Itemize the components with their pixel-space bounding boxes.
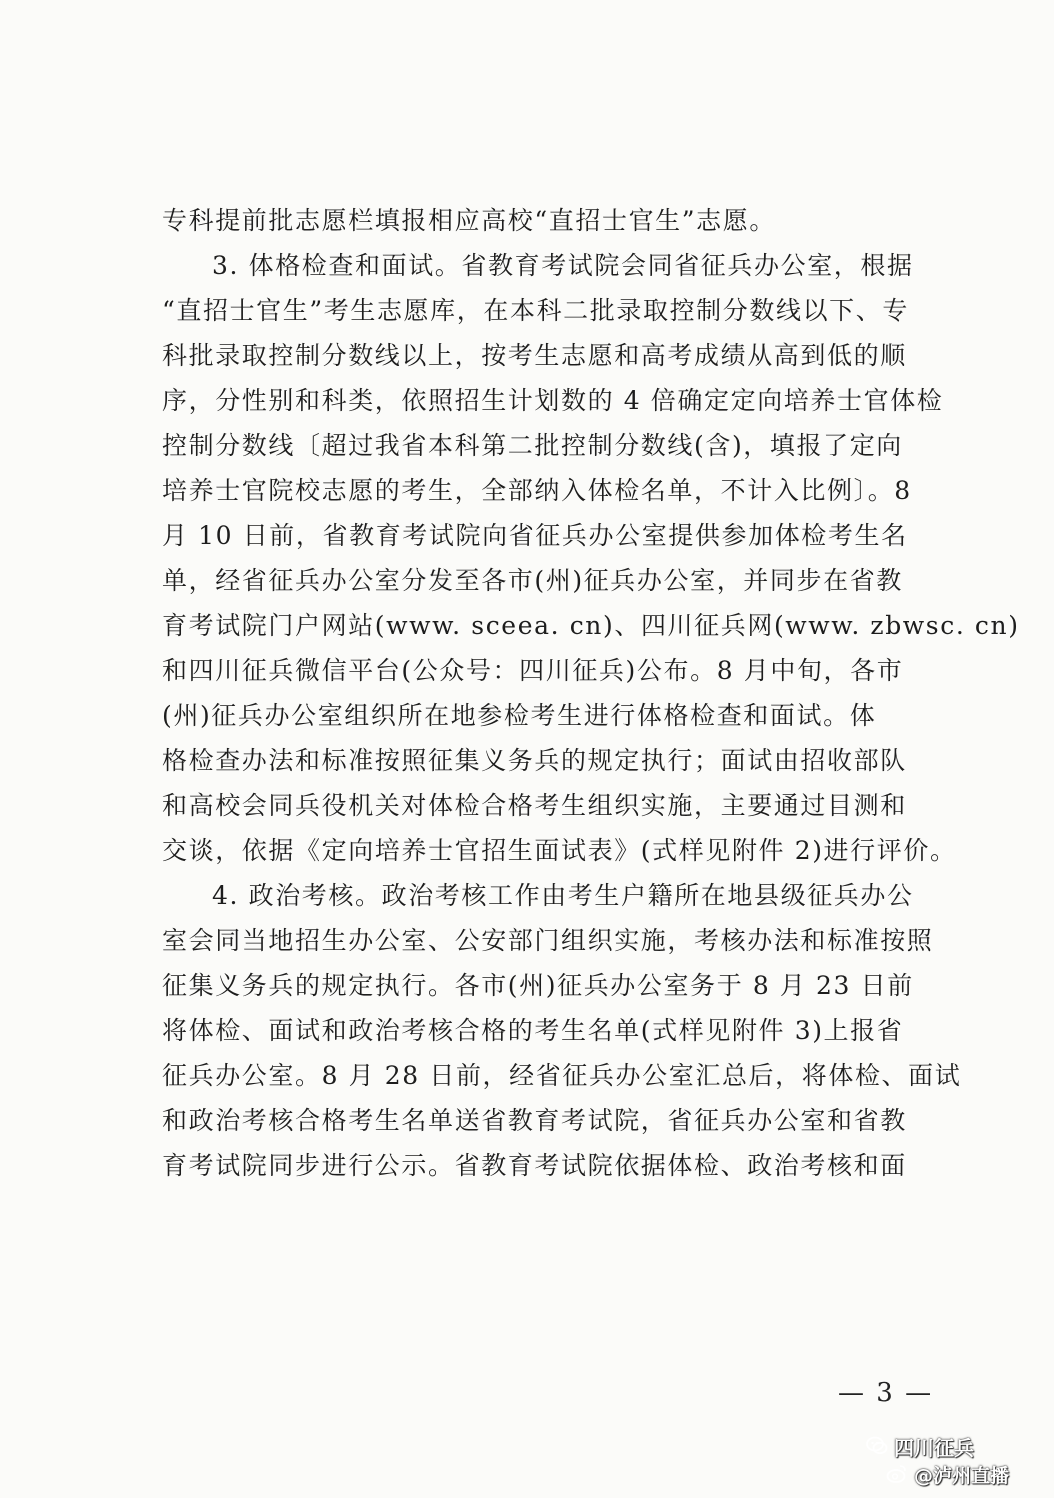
text-line-16: 4. 政治考核。政治考核工作由考生户籍所在地县级征兵办公 [212, 881, 914, 910]
text-line-6: 控制分数线〔超过我省本科第二批控制分数线(含)，填报了定向 [162, 431, 903, 460]
watermark-text-2: @泸州直播 [914, 1464, 1010, 1487]
text-line-1: 专科提前批志愿栏填报相应高校“直招士官生”志愿。 [162, 206, 776, 235]
text-line-12: (州)征兵办公室组织所在地参检考生进行体格检查和面试。体 [162, 701, 877, 730]
watermark-text-1: 四川征兵 [894, 1435, 974, 1460]
watermark [866, 1432, 1044, 1490]
text-line-11: 和四川征兵微信平台(公众号：四川征兵)公布。8 月中旬，各市 [162, 656, 904, 685]
text-line-4: 科批录取控制分数线以上，按考生志愿和高考成绩从高到低的顺 [162, 341, 907, 370]
text-line-13: 格检查办法和标准按照征集义务兵的规定执行；面试由招收部队 [162, 746, 907, 775]
text-line-19: 将体检、面试和政治考核合格的考生名单(式样见附件 3)上报省 [162, 1016, 904, 1045]
page-number: — 3 — [838, 1378, 934, 1408]
text-line-22: 育考试院同步进行公示。省教育考试院依据体检、政治考核和面 [162, 1151, 907, 1180]
text-line-7: 培养士官院校志愿的考生，全部纳入体检名单，不计入比例〕。8 [162, 476, 912, 505]
text-line-3: “直招士官生”考生志愿库，在本科二批录取控制分数线以下、专 [162, 296, 909, 325]
text-line-17: 室会同当地招生办公室、公安部门组织实施，考核办法和标准按照 [162, 926, 934, 955]
wechat-icon [866, 1435, 888, 1457]
text-line-21: 和政治考核合格考生名单送省教育考试院，省征兵办公室和省教 [162, 1106, 907, 1135]
watermark-row-wechat [866, 1432, 1044, 1460]
text-line-14: 和高校会同兵役机关对体检合格考生组织实施，主要通过目测和 [162, 791, 907, 820]
text-line-20: 征兵办公室。8 月 28 日前，经省征兵办公室汇总后，将体检、面试 [162, 1061, 962, 1090]
text-line-15: 交谈，依据《定向培养士官招生面试表》(式样见附件 2)进行评价。 [162, 836, 957, 865]
document-body [162, 198, 1020, 1188]
watermark-row-weibo [886, 1460, 1044, 1488]
text-line-8: 月 10 日前，省教育考试院向省征兵办公室提供参加体检考生名 [162, 521, 908, 550]
text-line-9: 单，经省征兵办公室分发至各市(州)征兵办公室，并同步在省教 [162, 566, 903, 595]
text-line-18: 征集义务兵的规定执行。各市(州)征兵办公室务于 8 月 23 日前 [162, 971, 914, 1000]
text-line-2: 3. 体格检查和面试。省教育考试院会同省征兵办公室，根据 [212, 251, 914, 280]
text-line-5: 序，分性别和科类，依照招生计划数的 4 倍确定定向培养士官体检 [162, 386, 944, 415]
text-line-10: 育考试院门户网站(www. sceea. cn)、四川征兵网(www. zbwsc. cn) [162, 611, 1020, 640]
weibo-icon [886, 1463, 908, 1485]
